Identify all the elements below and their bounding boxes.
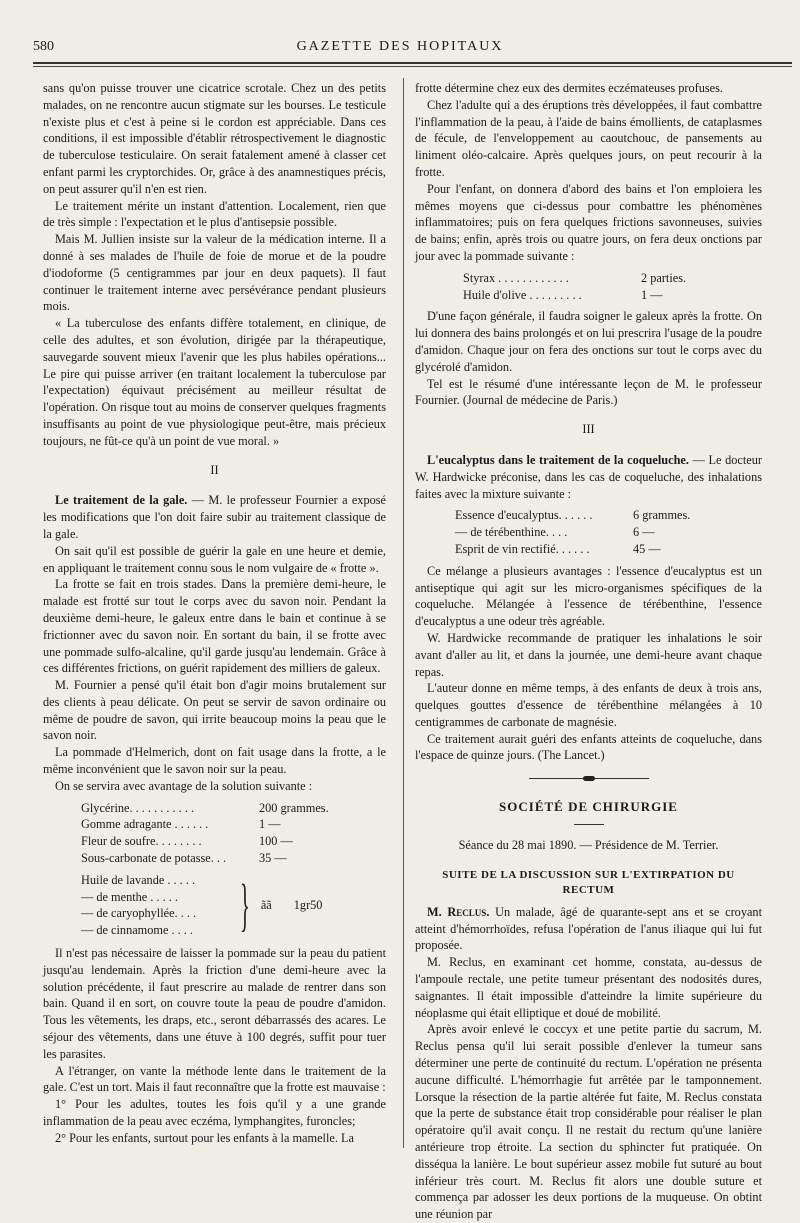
recipe-item: Essence d'eucalyptus. . . . . . — [455, 508, 593, 523]
paragraph: A l'étranger, on vante la méthode lente dans le traitement de la gale. C'est un tort. Mais il faut reconnaître que la frotte est mauvaise : — [43, 1063, 386, 1095]
paragraph: La pommade d'Helmerich, dont on fait usage dans la frotte, a le même inconvénient que le savon noir sur la peau. — [43, 745, 386, 777]
recipe-table — [81, 800, 329, 867]
paragraph-text: — M. le professeur Fournier a exposé les modifications que l'on doit faire subir au traitement classique de la gale. — [43, 493, 386, 541]
paragraph-text: — Le docteur W. Hardwicke préconise, dans les cas de coqueluche, des inhalations faites avec la mixture suivante : — [415, 452, 762, 501]
recipe-row — [455, 507, 690, 524]
recipe-qty: 6 grammes. — [633, 508, 691, 523]
paragraph — [415, 452, 762, 502]
recipe-row — [81, 816, 329, 833]
recipe-qty: 1 — — [259, 817, 281, 832]
paragraph: 2° Pour les enfants, surtout pour les enfants à la mamelle. La — [55, 1130, 354, 1145]
recipe-item: Fleur de soufre. . . . . . . . — [81, 834, 202, 849]
recipe-qty: 35 — — [259, 851, 287, 866]
recipe-row — [455, 524, 690, 541]
recipe-group-items — [81, 872, 229, 939]
discussion-heading: SUITE DE LA DISCUSSION SUR L'EXTIRPATION DU RECTUM — [442, 868, 735, 896]
paragraph: Après avoir enlevé le coccyx et une petite partie du sacrum, M. Reclus pensa qu'il lui serait possible d'enlever la tumeur sans déterminer une perte de continuité du rectum. L'opération ne présenta aucune difficulté. L'hémorrhagie fut arrêtée par le tamponnement. Lorsque la résection de la partie altérée fut faite, M. Reclus constata que la perte de substance était trop considérable pour réaliser le plan opératoire qu'il avait conçu. Il ne restait du rectum qu'une lanière antérieure trop étroite. La section du sphincter fut pratiquée. On disséqua la lanière. Le bout supérieur assez mobile fut suturé au bout inférieur très court. M. Reclus fit alors une double suture et commença par adosser les deux portions de la muqueuse. On obtint une réunion par — [415, 1022, 762, 1222]
recipe-qty: 1 — — [641, 287, 663, 302]
recipe-group-qty — [261, 897, 345, 914]
recipe-item: Sous-carbonate de potasse. . . — [81, 851, 227, 866]
paragraph: Le traitement mérite un instant d'attention. Localement, rien que de très simple : l'expectation et le plus d'antisepsie possible. — [43, 198, 386, 230]
recipe-qty: 100 — — [259, 834, 293, 849]
recipe-group — [81, 872, 386, 939]
header-rule-thin — [33, 66, 792, 67]
recipe-qty: 2 parties. — [641, 270, 687, 285]
recipe-item: — de menthe . . . . . — [81, 889, 178, 904]
right-column — [415, 80, 762, 1223]
recipe-table — [463, 270, 686, 304]
column-divider — [403, 78, 404, 1148]
recipe-row — [463, 287, 686, 304]
paragraph: Pour l'enfant, on donnera d'abord des bains et l'on emploiera les mêmes moyens que ci-dessus pour combattre les phénomènes inflammatoires; puis on fera quelques frictions savonneuses, suivies de bains; enfin, après trois ou quatre jours, on fera deux onctions par jour avec la pommade suivante : — [415, 181, 762, 263]
running-head: GAZETTE DES HOPITAUX — [296, 39, 504, 54]
recipe-item: — de caryophyllée. . . . — [81, 906, 197, 921]
recipe-table — [455, 507, 690, 557]
header-rule-thick — [33, 62, 792, 64]
left-column — [43, 80, 386, 1147]
paragraph: On sait qu'il est possible de guérir la gale en une heure et demie, en appliquant le traitement connu sous le nom vulgaire de « frotte ». — [43, 543, 386, 575]
short-rule — [574, 824, 604, 825]
recipe-row — [455, 541, 690, 558]
recipe-item: Glycérine. . . . . . . . . . . — [81, 800, 195, 815]
paragraph: Il n'est pas nécessaire de laisser la pommade sur la peau du patient jusqu'au lendemain. Après la friction d'une demi-heure avec la solution précédente, il faut prescrire au malade de rentrer dans son bain. Quand il en sort, on couvre toute la peau de poudre d'amidon. Tous les vêtements, les draps, etc., seront débarrassés des acares. Le séjour des vêtements, dans une étuve à 100 degrés, suffit pour tuer les parasites. — [43, 946, 386, 1061]
paragraph: Tel est le résumé d'une intéressante leçon de M. le professeur Fournier. (Journal de médecine de Paris.) — [415, 376, 762, 408]
recipe-row — [463, 270, 686, 287]
article-heading: L'eucalyptus dans le traitement de la coqueluche. — [427, 452, 689, 467]
article-heading: Le traitement de la gale. — [55, 493, 188, 508]
recipe-qty: 200 grammes. — [259, 800, 329, 815]
paragraph: 1° Pour les adultes, toutes les fois qu'il y a une grande inflammation de la peau avec eczéma, lymphangites, furoncles; — [43, 1097, 386, 1129]
recipe-item: Styrax . . . . . . . . . . . . — [463, 270, 569, 285]
paragraph — [43, 492, 386, 542]
recipe-qty-aa: ãã — [260, 898, 272, 913]
paragraph: Mais M. Jullien insiste sur la valeur de la médication interne. Il a donné à ses malades de l'huile de foie de morue et de la poudre d'iodoforme (5 centigrammes par jour en deux paquets). Il faut continuer le traitement interne avec persévérance pendant plusieurs mois. — [43, 232, 386, 314]
recipe-item: — de cinnamome . . . . — [81, 923, 194, 938]
recipe-item: Esprit de vin rectifié. . . . . . — [455, 541, 590, 556]
paragraph: L'auteur donne en même temps, à des enfants de deux à trois ans, quelques gouttes d'essence de térébenthine mélangées à 10 centigrammes de carbonate de magnésie. — [415, 681, 762, 729]
recipe-row — [81, 800, 329, 817]
speaker-name: M. Reclus. — [427, 904, 490, 919]
paragraph: « La tuberculose des enfants diffère totalement, en clinique, de celle des adultes, et son évolution, dirigée par la thérapeutique, sauvegarde souvent mieux l'avenir que les plus habiles opérations... Le pire qui puisse arriver (en traitant localement la tuberculose par l'expectation) équivaut précisément au meilleur résultat de l'opération. On risque tout au moins de conserver quelques fragments insuffisants au point de vue physiologique peut-être, mais précieux toujours, ne fût-ce qu'à un point de vue moral. » — [43, 316, 386, 448]
brace-glyph: } — [240, 872, 250, 938]
recipe-item: Huile d'olive . . . . . . . . . — [463, 287, 582, 302]
paragraph: frotte détermine chez eux des dermites eczémateuses profuses. — [415, 81, 723, 95]
paragraph: Chez l'adulte qui a des éruptions très développées, il faut combattre l'inflammation de la peau, à l'aide de bains émollients, de cataplasmes de fécule, de l'enveloppement au caoutchouc, de pansements au liniment oléo-calcaire. Après quelques jours, on peut recourir à la frotte. — [415, 97, 762, 179]
paragraph: La frotte se fait en trois stades. Dans la première demi-heure, le malade est frotté sur tout le corps avec du savon noir. Pendant la deuxième demi-heure, le galeux entre dans le bain et continue à se frictionner avec du savon noir. En sortant du bain, il se frotte avec une pommade sulfo-alcaline, qu'il garde jusqu'au lendemain. Grâce à ces différentes frictions, on guérit rapidement des milliers de galeux. — [43, 577, 386, 676]
paragraph-text: Un malade, âgé de quarante-sept ans et se croyant atteint d'hémorrhoïdes, refusa l'opération de l'anus iliaque qui lui fut proposée. — [415, 904, 762, 953]
paragraph: sans qu'on puisse trouver une cicatrice scrotale. Chez un des petits malades, on ne rencontre aucun stigmate sur les bourses. Le testicule n'existe plus et c'est à peine si le cordon est appréciable. Dans ces conditions, il est impossible d'établir rétrospectivement le diagnostic de tuberculose testiculaire. On serait fatalement amené à classer cet enfant parmi les cryptorchides. Or, grâce à des anamnestiques précis, on peut assurer qu'il n'en est rien. — [43, 81, 386, 196]
paragraph: Ce mélange a plusieurs avantages : l'essence d'eucalyptus est un antiseptique qui agit sur les micro-organismes spécifiques de la coqueluche. Mélangée à l'essence de térébenthine, l'essence d'eucalyptus a une odeur très agréable. — [415, 563, 762, 629]
recipe-qty: 1gr50 — [293, 898, 323, 913]
recipe-qty: 45 — — [633, 541, 661, 556]
recipe-item: Gomme adragante . . . . . . — [81, 817, 209, 832]
recipe-row — [81, 850, 329, 867]
paragraph — [415, 904, 762, 954]
recipe-qty: 6 — — [633, 525, 655, 540]
paragraph: Ce traitement aurait guéri des enfants atteints de coqueluche, dans l'espace de quinze jours. (The Lancet.) — [415, 731, 762, 763]
section-number: III — [582, 422, 595, 437]
recipe-row — [81, 833, 329, 850]
society-title: SOCIÉTÉ DE CHIRURGIE — [499, 799, 678, 815]
meeting-line: Séance du 28 mai 1890. — Présidence de M. Terrier. — [458, 838, 719, 853]
paragraph: D'une façon générale, il faudra soigner le galeux après la frotte. On lui donnera des bains prolongés et on lui prescrira l'usage de la poudre d'amidon. Chaque jour on fera des onctions sur tout le corps avec du glycérolé d'amidon. — [415, 309, 762, 374]
paragraph: M. Fournier a pensé qu'il était bon d'agir moins brutalement sur des clients à peau délicate. On peut se servir de savon ordinaire ou même de poudre de savon, qui irrite beaucoup moins la peau que le savon noir. — [43, 678, 386, 743]
paragraph: On se servira avec avantage de la solution suivante : — [55, 778, 313, 793]
section-number: II — [210, 462, 219, 477]
recipe-item: Huile de lavande . . . . . — [81, 872, 196, 887]
paragraph: M. Reclus, en examinant cet homme, constata, au-dessus de l'ampoule rectale, une petite tumeur présentant des nodosités dures, saignantes. Il était impossible d'atteindre la limite supérieure du néoplasme qui était elliptique et doué de mobilité. — [415, 955, 762, 1020]
ornamental-separator — [529, 778, 649, 779]
paragraph: W. Hardwicke recommande de pratiquer les inhalations le soir avant d'aller au lit, et dans la journée, une demi-heure avant chaque repas. — [415, 630, 762, 679]
recipe-item: — de térébenthine. . . . — [455, 525, 568, 540]
page-number: 580 — [33, 39, 54, 54]
